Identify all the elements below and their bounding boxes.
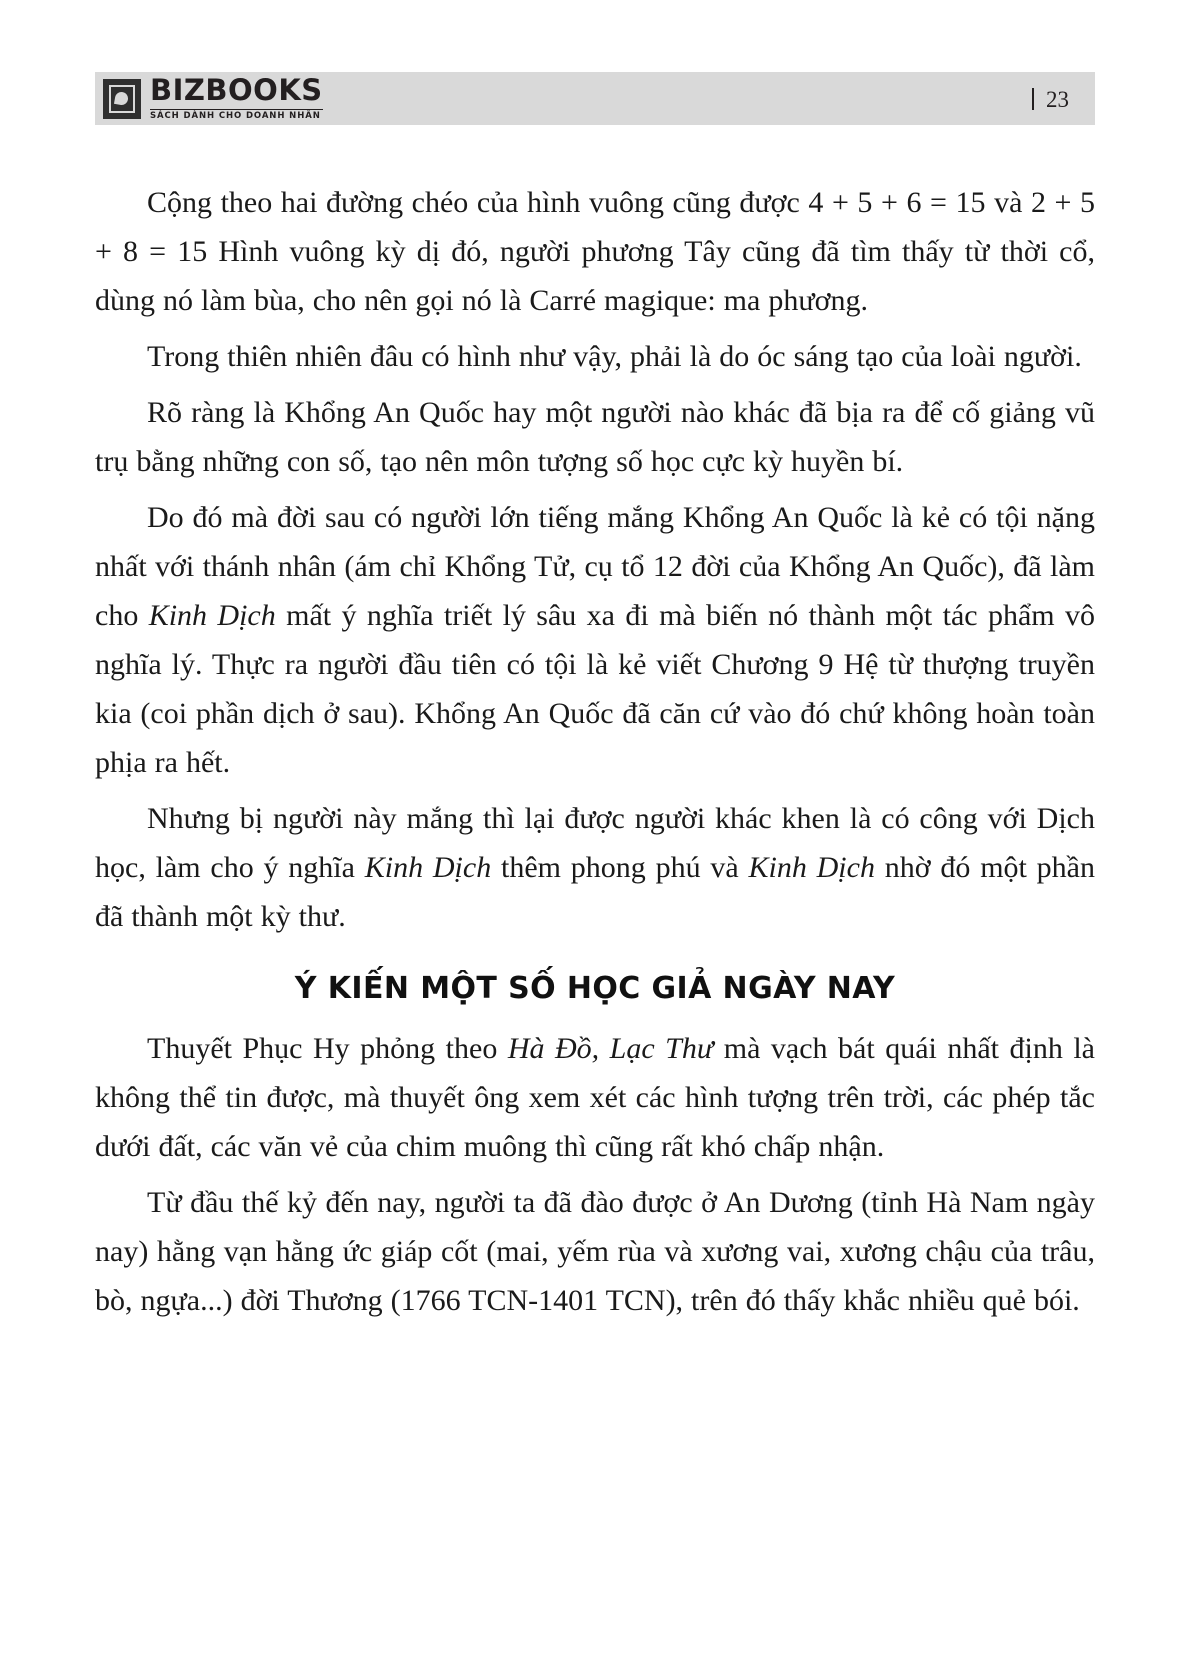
page-number-divider (1032, 88, 1034, 110)
book-title-italic: Kinh Dịch (364, 851, 492, 884)
paragraph-text: Do đó mà đời sau có người lớn tiếng mắng Khổng An Quốc là kẻ có tội nặng nhất với thánh nhân (ám chỉ Khổng Tử, cụ tổ 12 đời của Khổng An Quốc), đã làm cho (95, 501, 1095, 632)
logo-title: BIZBOOKS (150, 73, 323, 108)
paragraph-text: thêm phong phú và (491, 851, 749, 884)
paragraph (95, 493, 1095, 787)
book-logo-icon (103, 79, 141, 119)
page-header (95, 72, 1095, 125)
book-title-italic: Hà Đồ, Lạc Thư (507, 1032, 714, 1065)
page-number (1032, 85, 1069, 113)
paragraph-text: nhờ đó một phần đã thành một kỳ thư. (95, 851, 1095, 933)
logo-subtitle: SÁCH DÀNH CHO DOANH NHÂN (150, 111, 321, 122)
paragraph: Từ đầu thế kỷ đến nay, người ta đã đào được ở An Dương (tỉnh Hà Nam ngày nay) hằng vạn hằng ức giáp cốt (mai, yếm rùa và xương vai, xương chậu của trâu, bò, ngựa...) đời Thương (1766 TCN-1401 TCN), trên đó thấy khắc nhiều quẻ bói. (95, 1186, 1095, 1317)
section-heading: Ý KIẾN MỘT SỐ HỌC GIẢ NGÀY NAY (294, 971, 896, 1006)
page-body (95, 178, 1095, 1332)
paragraph: Trong thiên nhiên đâu có hình như vậy, phải là do óc sáng tạo của loài người. (147, 340, 1082, 373)
paragraph (95, 1024, 1095, 1171)
paragraph-text: mà vạch bát quái nhất định là không thể tin được, mà thuyết ông xem xét các hình tượng trên trời, các phép tắc dưới đất, các văn vẻ của chim muông thì cũng rất khó chấp nhận. (95, 1032, 1095, 1163)
paragraph-text: Nhưng bị người này mắng thì lại được người khác khen là có công với Dịch học, làm cho ý nghĩa (95, 802, 1095, 884)
paragraph-text: Thuyết Phục Hy phỏng theo (147, 1032, 508, 1065)
paragraph (95, 794, 1095, 941)
book-title-italic: Kinh Dịch (148, 599, 276, 632)
book-title-italic: Kinh Dịch (748, 851, 875, 884)
paragraph: Cộng theo hai đường chéo của hình vuông cũng được 4 + 5 + 6 = 15 và 2 + 5 + 8 = 15 Hình vuông kỳ dị đó, người phương Tây cũng đã tìm thấy từ thời cổ, dùng nó làm bùa, cho nên gọi nó là Carré magique: ma phương. (95, 186, 1095, 317)
paragraph-text: mất ý nghĩa triết lý sâu xa đi mà biến nó thành một tác phẩm vô nghĩa lý. Thực ra người đầu tiên có tội là kẻ viết Chương 9 Hệ từ thượng truyền kia (coi phần dịch ở sau). Khổng An Quốc đã căn cứ vào đó chứ không hoàn toàn phịa ra hết. (95, 599, 1095, 779)
logo-text-block (150, 73, 323, 122)
paragraph: Rõ ràng là Khổng An Quốc hay một người nào khác đã bịa ra để cố giảng vũ trụ bằng những con số, tạo nên môn tượng số học cực kỳ huyền bí. (95, 396, 1095, 478)
bizbooks-logo (103, 72, 323, 125)
page-number-value: 23 (1046, 86, 1069, 112)
